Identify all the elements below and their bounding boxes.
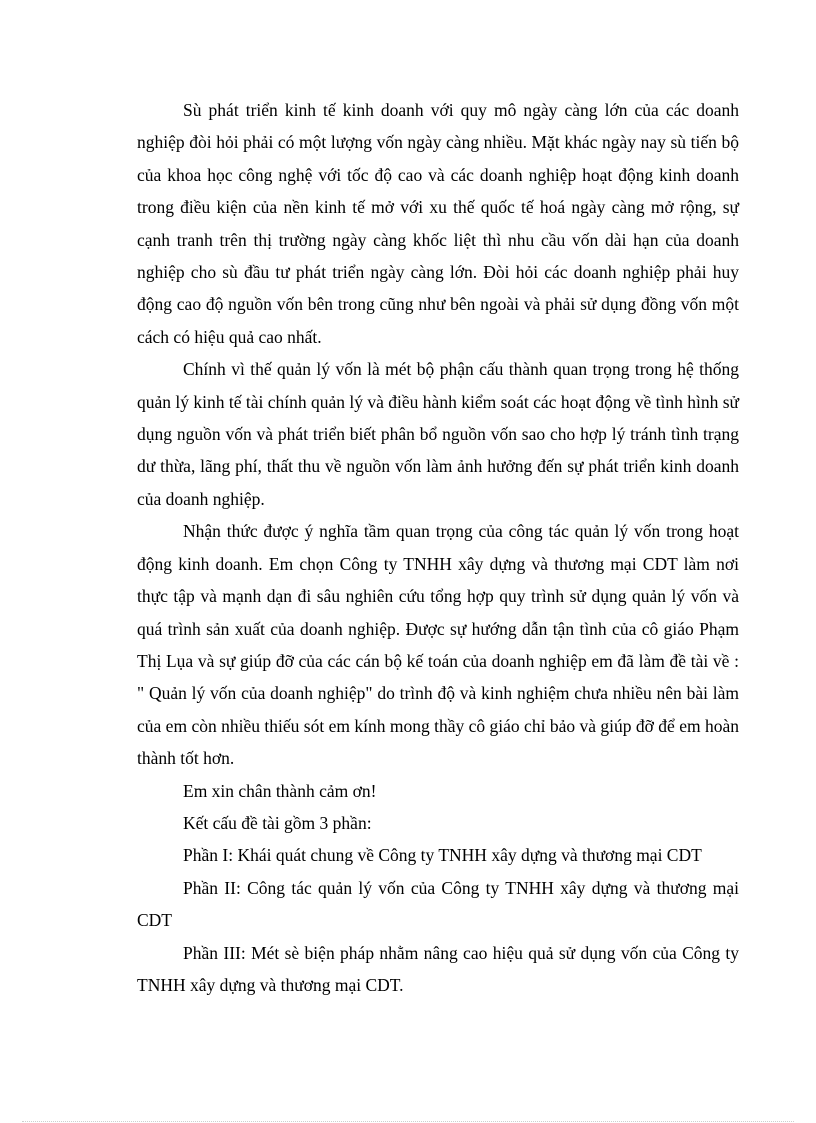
paragraph-awareness: Nhận thức được ý nghĩa tầm quan trọng của công tác quản lý vốn trong hoạt động kinh doanh. Em chọn Công ty TNHH xây dựng và thương mại CDT làm nơi thực tập và mạnh dạn đi sâu nghiên cứu tổng hợp quy trình sử dụng quản lý vốn và quá trình sản xuất của doanh nghiệp. Được sự hướng dẫn tận tình của cô giáo Phạm Thị Lụa và sự giúp đỡ của các cán bộ kế toán của doanh nghiệp em đã làm đề tài về : " Quản lý vốn của doanh nghiệp" do trình độ và kinh nghiệm chưa nhiều nên bài làm của em còn nhiều thiếu sót em kính mong thầy cô giáo chỉ bảo và giúp đỡ để em hoàn thành tốt hơn. <box>137 521 739 769</box>
paragraph-structure-heading: Kết cấu đề tài gồm 3 phần: <box>183 812 372 833</box>
paragraph-part-2: Phần II: Công tác quản lý vốn của Công ty TNHH xây dựng và thương mại CDT <box>137 877 739 931</box>
paragraph-capital-management: Chính vì thế quản lý vốn là mét bộ phận cấu thành quan trọng trong hệ thống quản lý kinh tế tài chính quản lý và điều hành kiểm soát các hoạt động về tình hình sử dụng nguồn vốn và phát triển biết phân bổ nguồn vốn sao cho hợp lý tránh tình trạng dư thừa, lãng phí, thất thu về nguồn vốn làm ảnh hưởng đến sự phát triển kinh doanh của doanh nghiệp. <box>137 359 739 509</box>
paragraph-part-1: Phần I: Khái quát chung về Công ty TNHH xây dựng và thương mại CDT <box>183 845 702 866</box>
paragraph-thanks: Em xin chân thành cảm ơn! <box>183 780 377 801</box>
paragraph-part-3: Phần III: Mét sè biện pháp nhằm nâng cao hiệu quả sử dụng vốn của Công ty TNHH xây dựng và thương mại CDT. <box>137 942 739 995</box>
page-bottom-divider <box>22 1121 794 1122</box>
paragraph-intro: Sù phát triển kinh tế kinh doanh với quy mô ngày càng lớn của các doanh nghiệp đòi hỏi phải có một lượng vốn ngày càng nhiều. Mặt khác ngày nay sù tiến bộ của khoa học công nghệ với tốc độ cao và các doanh nghiệp hoạt động kinh doanh trong điều kiện của nền kinh tế mở với xu thế quốc tế hoá ngày càng mở rộng, sự cạnh tranh trên thị trường ngày càng khốc liệt thì nhu cầu vốn dài hạn của doanh nghiệp cho sù đầu tư phát triển ngày càng lớn. Đòi hỏi các doanh nghiệp phải huy động cao độ nguồn vốn bên trong cũng như bên ngoài và phải sử dụng đồng vốn một cách có hiệu quả cao nhất. <box>137 100 739 347</box>
body-text <box>137 94 739 1001</box>
